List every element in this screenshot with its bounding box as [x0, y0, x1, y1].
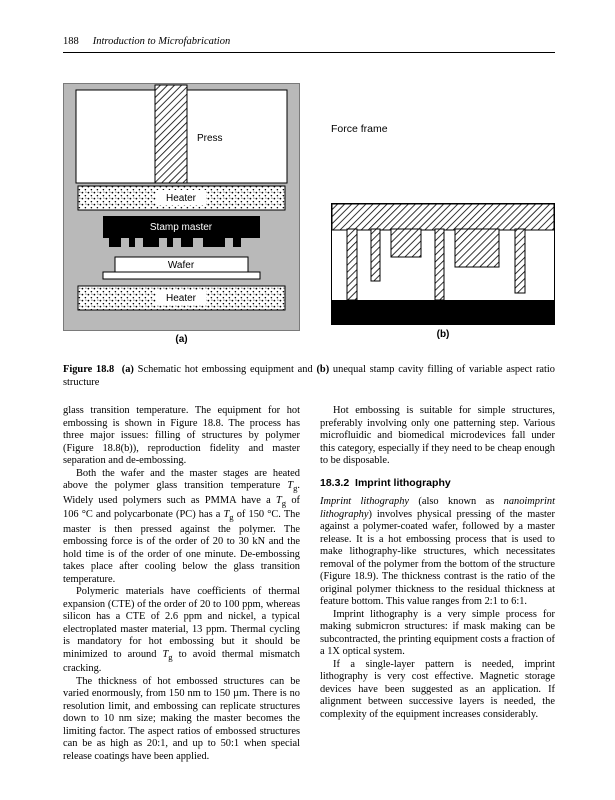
- press-ram: [155, 85, 187, 183]
- diagram-a-hot-embossing-equipment: [63, 83, 300, 331]
- wafer-stage: [103, 272, 260, 279]
- body-text: [63, 405, 555, 763]
- wafer-label: Wafer: [167, 260, 195, 271]
- running-head: [63, 36, 555, 53]
- right-column: [320, 405, 555, 763]
- residual-polymer-layer: [332, 300, 554, 324]
- paragraph: The thickness of hot embossed structures can be varied enormously, from 150 nm to 150 µm. There is no resolution limit, and embossing can replicate structures down to 10 nm size; making the master becomes the limiting factor. The aspect ratios of embossed structures can be as high as 20:1, and up to 50:1 when special release coatings have been applied.: [63, 675, 300, 762]
- paragraph: Hot embossing is suitable for simple structures, preferably involving only one patterning step. Various microfluidic and biomedical microdevices fall under this category, especially if they need to be cheap enough to be disposable.: [320, 405, 555, 466]
- figure-18-8: [63, 83, 555, 351]
- press-label: Press: [197, 133, 223, 144]
- stamp-master-label: Stamp master: [149, 222, 213, 233]
- paragraph: Polymeric materials have coefficients of thermal expansion (CTE) of the order of 20 to 100 ppm, whereas silicon has a CTE of 2.6 ppm and nickel, a typical electroplated master material, 13 ppm. Thermal cycling is mandatory for hot embossing but it should be minimized to around $T_g$ to avoid thermal mismatch cracking.: [63, 586, 300, 675]
- page-number: 188: [63, 36, 79, 47]
- left-column: [63, 405, 300, 763]
- heater-bottom-label: Heater: [165, 293, 197, 304]
- book-title: Introduction to Microfabrication: [92, 36, 231, 47]
- paragraph: Imprint lithography (also known as nanoimprint lithography) involves physical pressing of the master against a polymer-coated wafer, followed by a master release. It is a hot embossing process that is used to make lithography-like structures, which necessitates removal of the polymer from the bottom of the structure (Figure 18.9). The thickness contrast is the ratio of the original polymer thickness to the residual thickness at feature bottom. This value ranges from 2:1 to 6:1.: [320, 496, 556, 607]
- paragraph: Both the wafer and the master stages are heated above the polymer glass transition temperature $T_g$. Widely used polymers such as PMMA have a $T_g$ of 106 °C and polycarbonate (PC) has a $T_g$ of 150 °C. The master is then pressed against the polymer. The embossing force is of the order of 20 to 30 kN and the hold time is of the order of one minute. De-embossing takes place after cooling below the glass transition temperature.: [63, 467, 300, 585]
- diagram-b-cavity-filling: [331, 203, 555, 325]
- force-frame-label: Force frame: [331, 123, 388, 135]
- paragraph: glass transition temperature. The equipment for hot embossing is shown in Figure 18.8. The process has three major issues: filling of structures by polymer (Figure 18.8(b)), reproduction fidelity and master separation and de-embossing.: [63, 405, 300, 466]
- figure-sublabel-a: (a): [175, 334, 188, 345]
- paragraph: Imprint lithography is a very simple process for making submicron structures: if mask making can be subcontracted, the printing equipment costs a fraction of a 1X optical system.: [320, 608, 555, 657]
- figure-caption: Figure 18.8 (a) Schematic hot embossing equipment and (b) unequal stamp cavity filling of variable aspect ratio structure: [63, 364, 555, 388]
- section-heading-18-3-2: 18.3.2 Imprint lithography: [320, 476, 451, 489]
- figure-sublabel-b: (b): [436, 329, 450, 340]
- paragraph: If a single-layer pattern is needed, imprint lithography is very cost effective. Magnetic storage devices have been suggested as an application. If alignment between successive layers is needed, the complexity of the equipment increases considerably.: [320, 658, 555, 720]
- heater-top-label: Heater: [165, 193, 197, 204]
